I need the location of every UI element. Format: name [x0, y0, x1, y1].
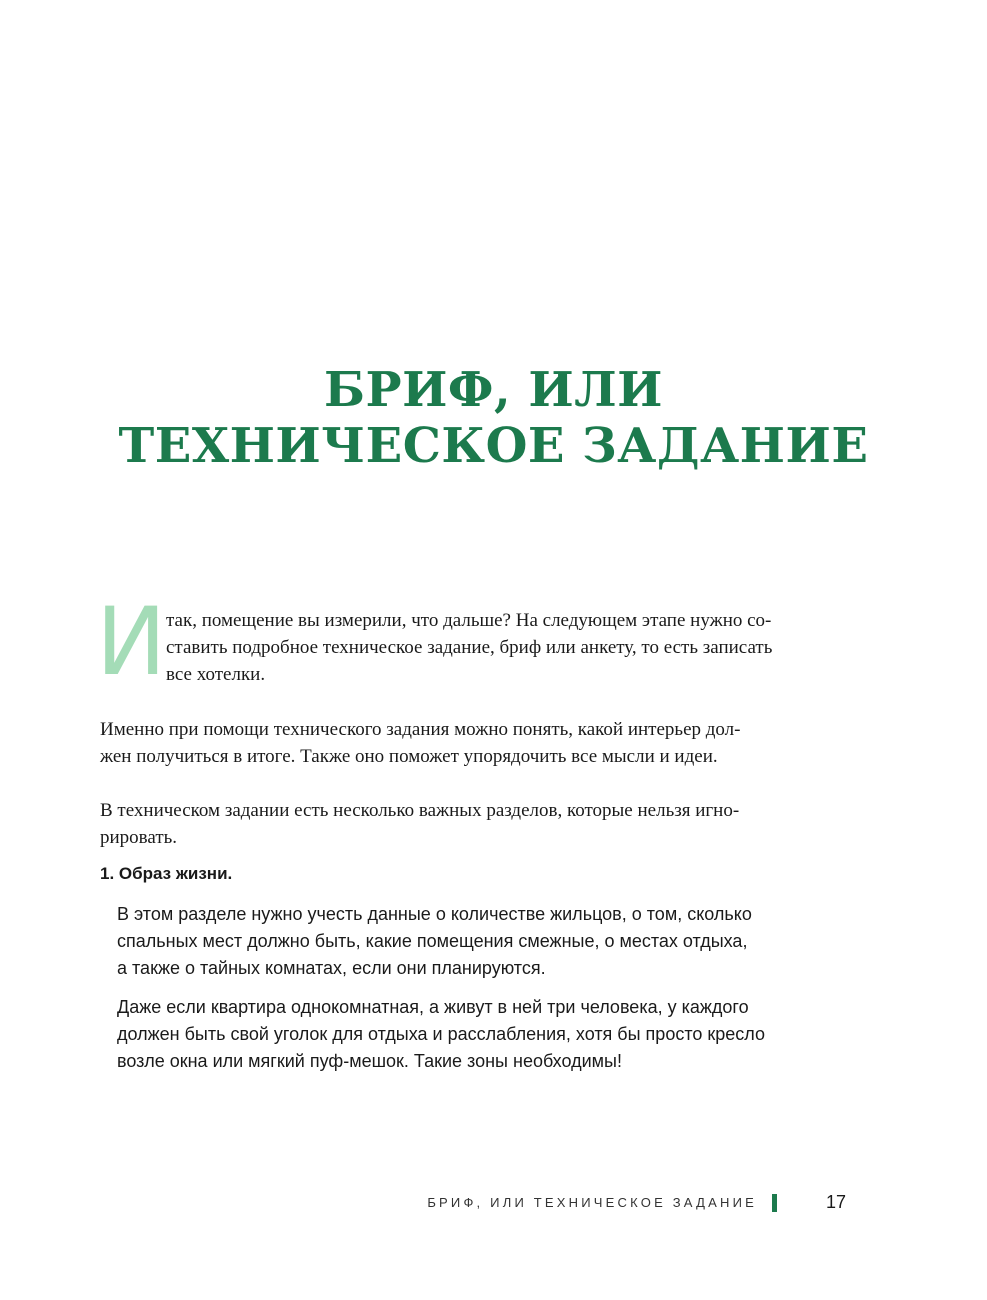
section-heading-lifestyle: 1. Образ жизни.	[100, 864, 233, 883]
drop-cap-letter: И	[96, 588, 167, 697]
section-lifestyle-paragraph-2	[117, 994, 847, 1075]
section-p2-line-2: должен быть свой уголок для отдыха и расслабления, хотя бы просто кресло	[117, 1024, 765, 1044]
section-p2-line-1: Даже если квартира однокомнатная, а живут в ней три человека, у каждого	[117, 997, 749, 1017]
section-lifestyle-paragraph-1	[117, 901, 847, 982]
paragraph-sections-line-1: В техническом задании есть несколько важных разделов, которые нельзя игно-	[100, 800, 740, 821]
paragraph-sections	[100, 797, 846, 851]
section-p1-line-3: а также о тайных комнатах, если они планируются.	[117, 958, 546, 978]
chapter-title-line-2: ТЕХНИЧЕСКОЕ ЗАДАНИЕ	[118, 418, 869, 474]
section-p2-line-3: возле окна или мягкий пуф-мешок. Такие зоны необходимы!	[117, 1051, 622, 1071]
paragraph-purpose	[100, 716, 846, 770]
intro-line-3: все хотелки.	[166, 664, 266, 685]
paragraph-sections-line-2: рировать.	[100, 827, 178, 848]
paragraph-purpose-line-2: жен получиться в итоге. Также оно поможет упорядочить все мысли и идеи.	[100, 746, 718, 767]
section-p1-line-1: В этом разделе нужно учесть данные о количестве жильцов, о том, сколько	[117, 904, 752, 924]
intro-line-2: ставить подробное техническое задание, бриф или анкету, то есть записать	[166, 637, 773, 658]
footer-divider-bar	[772, 1194, 777, 1212]
chapter-title	[0, 362, 987, 474]
section-p1-line-2: спальных мест должно быть, какие помещения смежные, о местах отдыха,	[117, 931, 748, 951]
paragraph-purpose-line-1: Именно при помощи технического задания можно понять, какой интерьер дол-	[100, 719, 741, 740]
page-number: 17	[826, 1192, 847, 1212]
running-footer-title: БРИФ, ИЛИ ТЕХНИЧЕСКОЕ ЗАДАНИЕ	[427, 1195, 757, 1210]
intro-paragraph	[166, 607, 846, 688]
intro-line-1: так, помещение вы измерили, что дальше? На следующем этапе нужно со-	[166, 610, 772, 631]
chapter-title-line-1: БРИФ, ИЛИ	[323, 362, 664, 418]
